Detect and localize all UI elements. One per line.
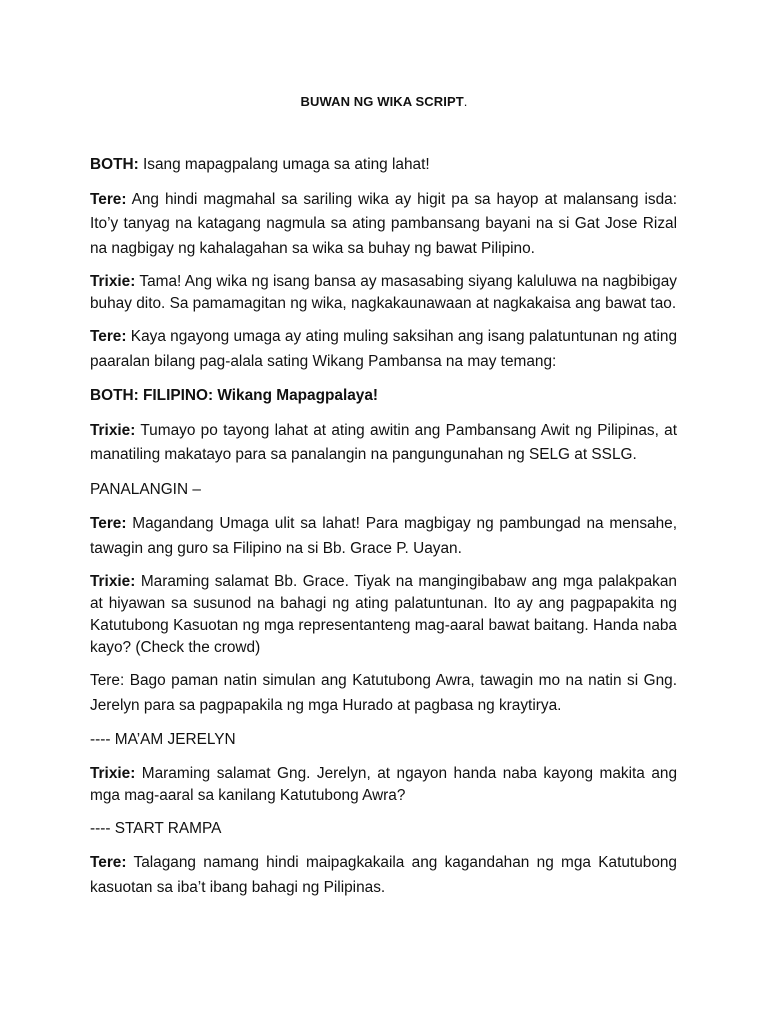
paragraph-text: Maraming salamat Bb. Grace. Tiyak na mangingibabaw ang mga palakpakan at hiyawan sa susunod na bahagi ng ating palatuntunan. Ito ay ang pagpapakita ng Katutubong Kasuotan ng mga representanteng mag-aaral bawat baitang. Handa naba kayo? (Check the crowd)	[90, 573, 677, 656]
speaker-label: Tere:	[90, 190, 127, 208]
theme-line: BOTH: FILIPINO: Wikang Mapagpalaya!	[90, 387, 379, 404]
paragraph-text: Tere: Bago paman natin simulan ang Katutubong Awra, tawagin mo na natin si Gng. Jerelyn para sa pagpapakila ng mga Hurado at pagbasa ng kraytirya.	[90, 672, 677, 714]
speaker-label: Tere:	[90, 328, 127, 345]
paragraph-1	[90, 153, 677, 178]
paragraph-2	[90, 188, 677, 262]
paragraph-13	[90, 817, 677, 842]
title-text: BUWAN NG WIKA SCRIPT	[300, 94, 464, 109]
paragraph-4	[90, 325, 677, 374]
paragraph-3	[90, 271, 677, 315]
speaker-label: Tere:	[90, 515, 127, 532]
paragraph-9	[90, 571, 677, 659]
document-body	[90, 153, 677, 910]
paragraph-6	[90, 419, 677, 468]
document-title	[0, 94, 768, 109]
speaker-label: Trixie:	[90, 764, 136, 782]
speaker-label: Trixie:	[90, 273, 136, 290]
title-suffix: .	[463, 94, 468, 109]
paragraph-text: Magandang Umaga ulit sa lahat! Para magbigay ng pambungad na mensahe, tawagin ang guro sa Filipino na si Bb. Grace P. Uayan.	[90, 515, 677, 557]
paragraph-text: PANALANGIN –	[90, 480, 201, 498]
paragraph-7	[90, 478, 677, 503]
paragraph-text: ---- START RAMPA	[90, 819, 222, 837]
paragraph-11	[90, 728, 677, 753]
paragraph-text: ---- MA’AM JERELYN	[90, 731, 236, 748]
paragraph-5	[90, 384, 677, 409]
paragraph-text: Tumayo po tayong lahat at ating awitin ang Pambansang Awit ng Pilipinas, at manatiling makatayo para sa panalangin na pangungunahan ng SELG at SSLG.	[90, 421, 677, 463]
paragraph-text: Isang mapagpalang umaga sa ating lahat!	[138, 156, 430, 173]
paragraph-14	[90, 851, 677, 900]
paragraph-12	[90, 763, 677, 807]
paragraph-8	[90, 512, 677, 561]
speaker-label: Tere:	[90, 854, 127, 871]
speaker-label: Trixie:	[90, 573, 136, 590]
paragraph-text: Maraming salamat Gng. Jerelyn, at ngayon handa naba kayong makita ang mga mag-aaral sa kanilang Katutubong Awra?	[90, 764, 677, 804]
speaker-label: Trixie:	[90, 421, 136, 439]
paragraph-text: Tama! Ang wika ng isang bansa ay masasabing siyang kaluluwa na nagbibigay buhay dito. Sa pamamagitan ng wika, nagkakaunawaan at nagkakaisa ang bawat tao.	[90, 273, 677, 312]
paragraph-text: Ang hindi magmahal sa sariling wika ay higit pa sa hayop at malansang isda: Ito’y tanyag na katagang nagmula sa ating pambansang bayani na si Gat Jose Rizal na nagbigay ng kahalagahan sa wika sa buhay ng bawat Pilipino.	[90, 190, 677, 257]
paragraph-text: Talagang namang hindi maipagkakaila ang kagandahan ng mga Katutubong kasuotan sa iba’t ibang bahagi ng Pilipinas.	[90, 854, 677, 896]
speaker-label: BOTH:	[90, 156, 139, 173]
paragraph-text: Kaya ngayong umaga ay ating muling saksihan ang isang palatuntunan ng ating paaralan bilang pag-alala sating Wikang Pambansa na may temang:	[90, 328, 677, 370]
paragraph-10	[90, 669, 677, 718]
